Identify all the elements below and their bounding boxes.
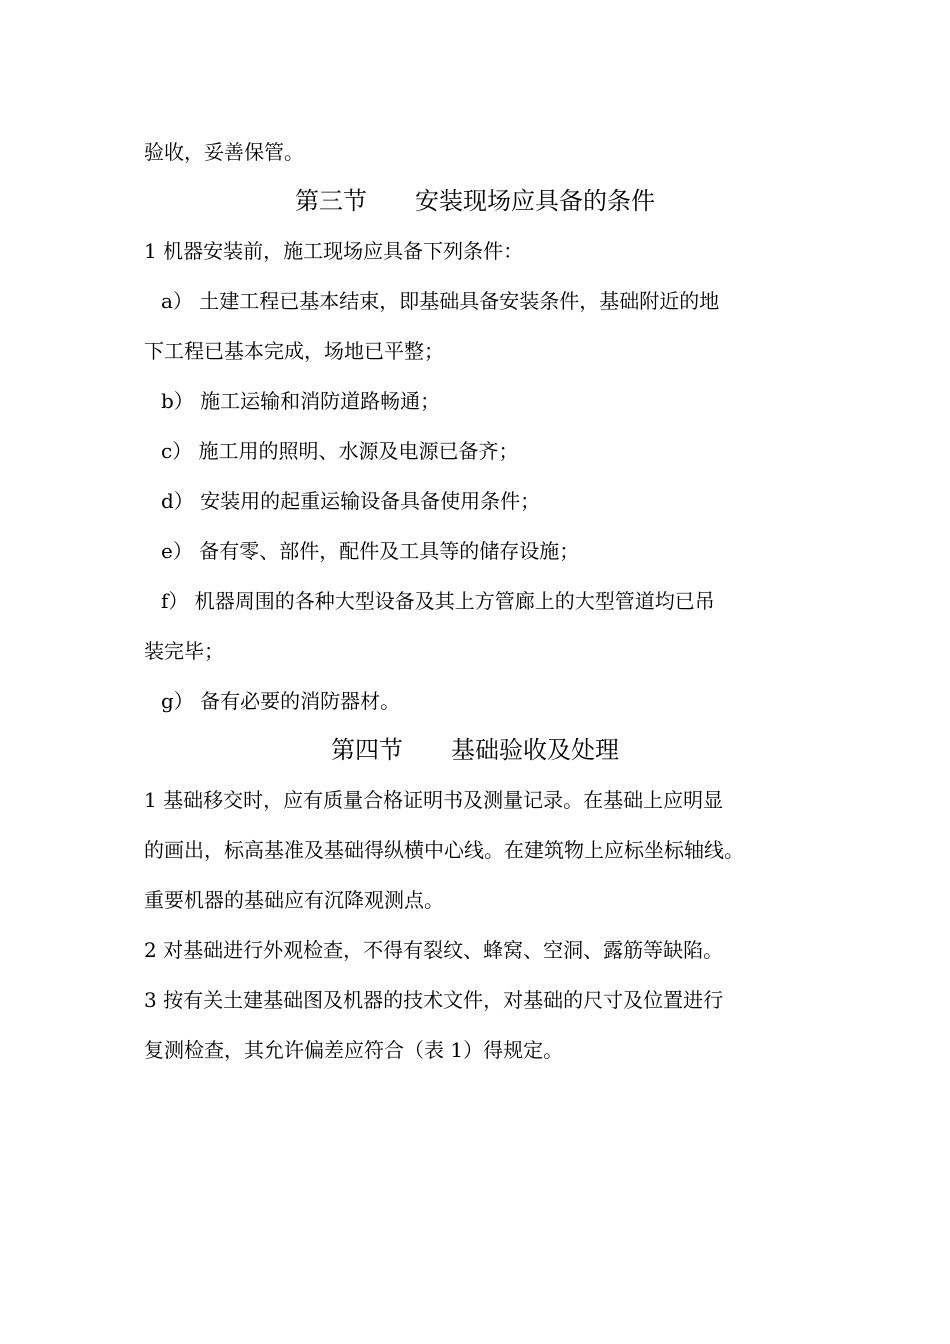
section-3-heading: 第三节 安装现场应具备的条件 [295,187,655,215]
section-3-paragraph: 1 机器安装前，施工现场应具备下列条件： [144,239,524,263]
condition-item-b: b） 施工运输和消防道路畅通； [161,389,441,413]
condition-item-c: c） 施工用的照明、水源及电源已备齐； [161,439,519,463]
intro-line: 验收，妥善保管。 [144,140,304,164]
section-4-line-3: 重要机器的基础应有沉降观测点。 [144,888,444,912]
condition-item-a: a） 土建工程已基本结束，即基础具备安装条件，基础附近的地 [161,289,720,313]
section-4-line-2: 的画出，标高基准及基础得纵横中心线。在建筑物上应标坐标轴线。 [144,838,744,862]
section-4-heading: 第四节 基础验收及处理 [331,736,619,764]
condition-item-a-continued: 下工程已基本完成，场地已平整； [144,339,444,363]
condition-item-e: e） 备有零、部件，配件及工具等的储存设施； [161,539,580,563]
condition-item-d: d） 安装用的起重运输设备具备使用条件； [161,489,541,513]
condition-item-f-continued: 装完毕； [144,639,224,663]
condition-item-f: f） 机器周围的各种大型设备及其上方管廊上的大型管道均已吊 [161,589,715,613]
section-4-line-4: 2 对基础进行外观检查，不得有裂纹、蜂窝、空洞、露筋等缺陷。 [144,938,724,962]
section-4-line-6: 复测检查，其允许偏差应符合（表 1）得规定。 [144,1038,564,1062]
section-4-line-5: 3 按有关土建基础图及机器的技术文件，对基础的尺寸及位置进行 [144,988,724,1012]
section-4-line-1: 1 基础移交时，应有质量合格证明书及测量记录。在基础上应明显 [144,788,724,812]
condition-item-g: g） 备有必要的消防器材。 [161,689,401,713]
